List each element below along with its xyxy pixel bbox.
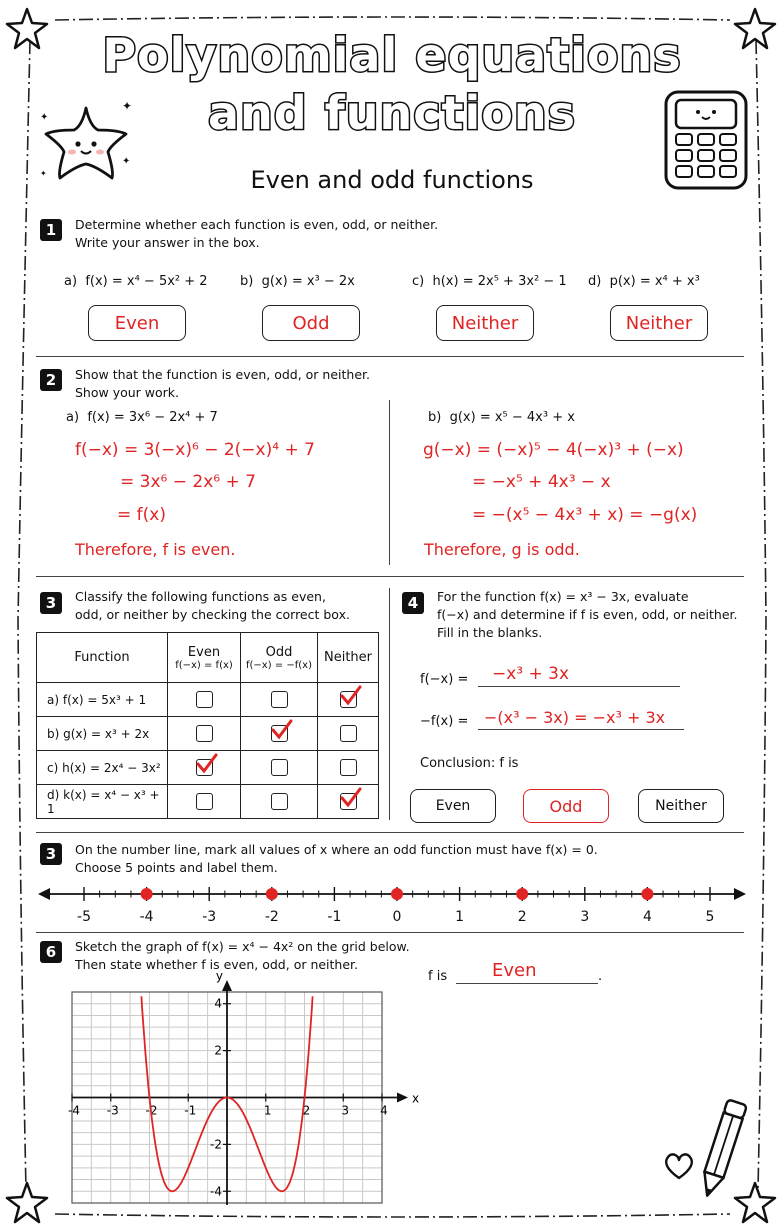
fill-blank-line [478, 686, 680, 687]
instruction-line: odd, or neither by checking the correct box. [75, 607, 350, 622]
question-number: 3 [40, 843, 62, 865]
option-even-button[interactable]: Even [410, 789, 496, 823]
y-tick-label: 4 [214, 996, 222, 1011]
column-header [168, 633, 241, 683]
number-line[interactable] [36, 880, 748, 926]
x-tick-label: 1 [263, 1103, 272, 1118]
even-checkbox[interactable] [196, 793, 213, 810]
tick-label: 0 [392, 909, 402, 925]
answer-period: . [598, 969, 603, 984]
question-instructions [75, 588, 350, 624]
q2b-work-line: = −(x⁵ − 4x³ + x) = −g(x) [472, 505, 698, 525]
q2a-work-line: f(−x) = 3(−x)⁶ − 2(−x)⁴ + 7 [75, 440, 315, 460]
q2a-work-line: = 3x⁶ − 2x⁶ + 7 [120, 472, 256, 492]
tick-label: -3 [202, 909, 217, 925]
question-number: 3 [40, 592, 62, 614]
question-instructions [75, 938, 410, 974]
classification-table [36, 632, 379, 819]
y-axis-label: y [215, 969, 223, 983]
q2b-conclusion: Therefore, g is odd. [424, 540, 580, 559]
q2b-work-line: = −x⁵ + 4x³ − x [472, 472, 611, 492]
neither-checkbox[interactable] [340, 691, 357, 708]
q1-item-b [240, 274, 355, 289]
function-expression: f(x) = 3x⁶ − 2x⁴ + 7 [87, 410, 218, 425]
heart-icon [662, 1150, 696, 1182]
fill-blank-label: −f(x) = [420, 714, 469, 729]
item-label: a) [64, 274, 78, 289]
question-number: 2 [40, 369, 62, 391]
page-title [100, 26, 684, 142]
column-header: Function [37, 633, 168, 683]
x-arrow-icon [397, 1093, 408, 1103]
marked-point [641, 888, 653, 900]
item-label: b) [428, 410, 442, 425]
row-function: c) h(x) = 2x⁴ − 3x² [37, 751, 168, 785]
odd-checkbox[interactable] [271, 759, 288, 776]
row-function: d) k(x) = x⁴ − x³ + 1 [37, 785, 168, 819]
neither-checkbox[interactable] [340, 793, 357, 810]
instruction-line: Classify the following functions as even, [75, 589, 326, 604]
question-number: 4 [402, 592, 424, 614]
odd-checkbox[interactable] [271, 725, 288, 742]
marked-point [266, 888, 278, 900]
question-instructions [437, 588, 737, 642]
question-instructions [75, 216, 438, 252]
y-arrow-icon [222, 980, 232, 991]
y-tick-label: -4 [210, 1184, 222, 1199]
svg-text:✦: ✦ [122, 156, 131, 167]
x-tick-label: 2 [302, 1103, 311, 1118]
q2b-prompt [428, 410, 575, 425]
pencil-icon [690, 1094, 754, 1206]
odd-checkbox[interactable] [271, 793, 288, 810]
column-header: Neither [318, 633, 379, 683]
q2a-prompt [66, 410, 218, 425]
item-label: b) [240, 274, 254, 289]
svg-text:✦: ✦ [40, 169, 47, 178]
header-sublabel: f(−x) = f(x) [175, 659, 233, 671]
q2a-work-line: = f(x) [117, 505, 166, 525]
fill-blank-answer[interactable]: −(x³ − 3x) = −x³ + 3x [484, 708, 666, 727]
svg-text:✦: ✦ [122, 99, 133, 113]
header-label: Even [187, 644, 221, 660]
y-tick-label: -2 [210, 1137, 222, 1152]
svg-text:✦: ✦ [40, 112, 49, 123]
tick-label: 1 [455, 909, 465, 925]
x-tick-label: -4 [68, 1103, 80, 1118]
table-row [37, 751, 379, 785]
fill-blank-line [478, 729, 684, 730]
column-divider [389, 400, 390, 565]
coordinate-grid [60, 969, 420, 1208]
arrow-right-icon [734, 888, 746, 900]
section-divider [36, 576, 744, 577]
q2a-conclusion: Therefore, f is even. [75, 540, 236, 559]
instruction-line: Show that the function is even, odd, or neither. [75, 367, 370, 382]
item-label: d) [588, 274, 602, 289]
star-icon [732, 6, 778, 52]
instruction-line: Write your answer in the box. [75, 235, 260, 250]
x-tick-label: 3 [341, 1103, 350, 1118]
answer-box[interactable]: Even [88, 305, 186, 341]
check-icon [196, 754, 218, 774]
tick-label: -5 [77, 909, 91, 925]
marked-point [391, 888, 403, 900]
title-line-1: Polynomial equations [102, 28, 682, 82]
question-number: 6 [40, 941, 62, 963]
check-icon [271, 720, 293, 740]
instruction-line: For the function f(x) = x³ − 3x, evaluate [437, 589, 689, 604]
q1-item-a [64, 274, 208, 289]
table-row [37, 717, 379, 751]
x-tick-label: 4 [380, 1103, 388, 1118]
table-row [37, 785, 379, 819]
even-checkbox[interactable] [196, 691, 213, 708]
row-function: a) f(x) = 5x³ + 1 [37, 683, 168, 717]
marked-point [516, 888, 528, 900]
page-subtitle: Even and odd functions [250, 166, 534, 194]
check-icon [340, 686, 362, 706]
answer-prefix: f is [428, 969, 448, 984]
instruction-line: Then state whether f is even, odd, or neither. [75, 957, 359, 972]
instruction-line: f(−x) and determine if f is even, odd, or neither. [437, 607, 738, 622]
odd-checkbox[interactable] [271, 691, 288, 708]
fill-blank-label: f(−x) = [420, 672, 469, 687]
tick-label: 2 [517, 909, 527, 925]
instruction-line: Determine whether each function is even, odd, or neither. [75, 217, 439, 232]
question-number: 1 [40, 219, 62, 241]
star-icon [4, 6, 50, 52]
column-header [241, 633, 318, 683]
x-tick-label: -1 [184, 1103, 197, 1118]
table-row [37, 683, 379, 717]
instruction-line: On the number line, mark all values of x where an odd function must have f(x) = 0. [75, 842, 598, 857]
section-divider [36, 832, 744, 833]
title-line-2: and functions [208, 86, 576, 140]
neither-checkbox[interactable] [340, 725, 357, 742]
tick-label: -1 [327, 909, 342, 925]
neither-checkbox[interactable] [340, 759, 357, 776]
header-label: Odd [265, 644, 293, 660]
arrow-left-icon [38, 888, 50, 900]
instruction-line: Sketch the graph of f(x) = x⁴ − 4x² on the grid below. [75, 939, 410, 954]
q1-item-c [412, 274, 567, 289]
tick-label: -4 [139, 909, 154, 925]
x-axis-label: x [412, 1091, 420, 1106]
check-icon [340, 788, 362, 808]
function-expression: g(x) = x³ − 2x [261, 274, 355, 289]
instruction-line: Choose 5 points and label them. [75, 860, 278, 875]
item-label: a) [66, 410, 80, 425]
answer-box[interactable]: Neither [610, 305, 708, 341]
option-odd-button[interactable]: Odd [523, 789, 609, 823]
fill-blank-answer[interactable]: −x³ + 3x [492, 664, 570, 684]
tick-label: 5 [705, 909, 715, 925]
answer-box[interactable]: Odd [262, 305, 360, 341]
header-sublabel: f(−x) = −f(x) [246, 659, 312, 671]
y-tick-label: 2 [214, 1043, 222, 1058]
item-label: c) [412, 274, 425, 289]
answer-blank-line [456, 983, 598, 984]
even-checkbox[interactable] [196, 759, 213, 776]
function-expression: h(x) = 2x⁵ + 3x² − 1 [432, 274, 567, 289]
section-divider [36, 932, 744, 933]
row-function: b) g(x) = x³ + 2x [37, 717, 168, 751]
instruction-line: Show your work. [75, 385, 180, 400]
function-expression: g(x) = x⁵ − 4x³ + x [449, 410, 575, 425]
q2b-work-line: g(−x) = (−x)⁵ − 4(−x)³ + (−x) [423, 440, 684, 460]
instruction-line: Fill in the blanks. [437, 625, 543, 640]
x-tick-label: -2 [145, 1103, 158, 1118]
conclusion-label: Conclusion: f is [420, 756, 519, 771]
function-expression: p(x) = x⁴ + x³ [609, 274, 700, 289]
function-expression: f(x) = x⁴ − 5x² + 2 [85, 274, 208, 289]
x-tick-label: -3 [106, 1103, 119, 1118]
column-divider [389, 588, 390, 820]
tick-label: 3 [580, 909, 590, 925]
even-checkbox[interactable] [196, 725, 213, 742]
graph-answer[interactable]: Even [492, 960, 537, 981]
answer-box[interactable]: Neither [436, 305, 534, 341]
tick-label: 4 [642, 909, 652, 925]
question-instructions [75, 841, 598, 877]
q1-item-d [588, 274, 700, 289]
marked-point [141, 888, 153, 900]
tick-label: -2 [264, 909, 279, 925]
star-icon [4, 1180, 50, 1226]
option-neither-button[interactable]: Neither [638, 789, 724, 823]
question-instructions [75, 366, 370, 402]
section-divider [36, 356, 744, 357]
